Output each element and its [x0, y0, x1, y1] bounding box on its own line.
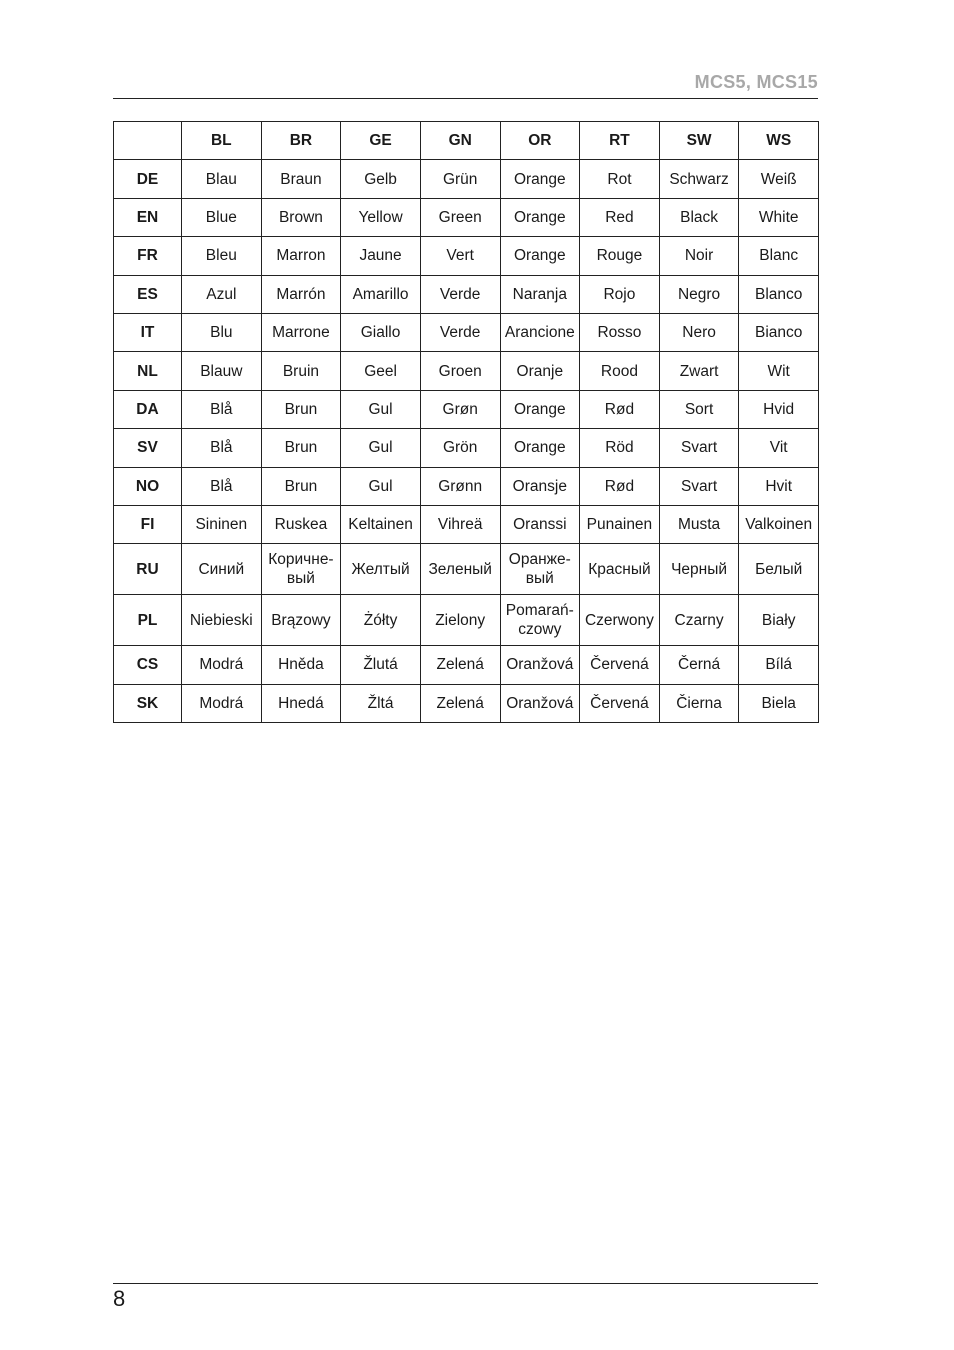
header-row — [114, 122, 819, 160]
column-header: RT — [580, 122, 660, 160]
table-cell: Красный — [580, 544, 660, 595]
table-cell: Oransje — [500, 467, 580, 505]
language-code: SK — [114, 684, 182, 722]
table-cell: Зеленый — [420, 544, 500, 595]
footer-rule — [113, 1283, 818, 1284]
table-cell: Blue — [182, 198, 262, 236]
table-cell: Bílá — [739, 646, 819, 684]
table-cell: Gul — [341, 390, 421, 428]
table-cell: Rouge — [580, 237, 660, 275]
table-cell: Azul — [182, 275, 262, 313]
header-rule — [113, 98, 818, 99]
table-cell: Oranžová — [500, 684, 580, 722]
table-cell: Hněda — [261, 646, 341, 684]
language-code: DA — [114, 390, 182, 428]
table-cell: Pomarań- czowy — [500, 595, 580, 646]
table-cell: Bruin — [261, 352, 341, 390]
language-code: IT — [114, 313, 182, 351]
table-cell: Ruskea — [261, 505, 341, 543]
table-cell: Orange — [500, 429, 580, 467]
column-header: BL — [182, 122, 262, 160]
language-code: EN — [114, 198, 182, 236]
table-cell: Rød — [580, 390, 660, 428]
table-cell: Sininen — [182, 505, 262, 543]
table-cell: Svart — [659, 429, 739, 467]
table-cell: Röd — [580, 429, 660, 467]
table-cell: White — [739, 198, 819, 236]
table-cell: Groen — [420, 352, 500, 390]
column-header: GE — [341, 122, 421, 160]
table-cell: Green — [420, 198, 500, 236]
table-row — [114, 505, 819, 543]
table-row — [114, 595, 819, 646]
table-cell: Naranja — [500, 275, 580, 313]
table-cell: Hvit — [739, 467, 819, 505]
column-header — [114, 122, 182, 160]
table-cell: Giallo — [341, 313, 421, 351]
table-cell: Noir — [659, 237, 739, 275]
table-cell: Weiß — [739, 160, 819, 198]
table-cell: Verde — [420, 275, 500, 313]
table-cell: Orange — [500, 160, 580, 198]
table-cell: Modrá — [182, 684, 262, 722]
table-cell: Geel — [341, 352, 421, 390]
table-cell: Musta — [659, 505, 739, 543]
column-header: BR — [261, 122, 341, 160]
table-row — [114, 275, 819, 313]
column-header: OR — [500, 122, 580, 160]
table-cell: Синий — [182, 544, 262, 595]
column-header: SW — [659, 122, 739, 160]
table-cell: Grønn — [420, 467, 500, 505]
table-cell: Arancione — [500, 313, 580, 351]
table-cell: Grøn — [420, 390, 500, 428]
table-cell: Zelená — [420, 646, 500, 684]
table-body — [114, 160, 819, 723]
table-row — [114, 544, 819, 595]
table-row — [114, 467, 819, 505]
table-cell: Оранже- вый — [500, 544, 580, 595]
language-code: FI — [114, 505, 182, 543]
table-cell: Orange — [500, 390, 580, 428]
table-cell: Белый — [739, 544, 819, 595]
table-cell: Schwarz — [659, 160, 739, 198]
table-cell: Czerwony — [580, 595, 660, 646]
table-cell: Oranžová — [500, 646, 580, 684]
table-row — [114, 684, 819, 722]
language-code: NL — [114, 352, 182, 390]
table-cell: Orange — [500, 237, 580, 275]
table-cell: Marron — [261, 237, 341, 275]
table-cell: Rød — [580, 467, 660, 505]
table-row — [114, 352, 819, 390]
table-cell: Желтый — [341, 544, 421, 595]
table-cell: Brun — [261, 467, 341, 505]
table-cell: Černá — [659, 646, 739, 684]
table-cell: Blu — [182, 313, 262, 351]
table-cell: Hvid — [739, 390, 819, 428]
table-cell: Gelb — [341, 160, 421, 198]
table-cell: Gul — [341, 429, 421, 467]
table-row — [114, 237, 819, 275]
table-cell: Verde — [420, 313, 500, 351]
language-code: FR — [114, 237, 182, 275]
table-cell: Vert — [420, 237, 500, 275]
table-cell: Červená — [580, 684, 660, 722]
table-row — [114, 198, 819, 236]
table-cell: Brun — [261, 429, 341, 467]
table-cell: Blauw — [182, 352, 262, 390]
table-cell: Żółty — [341, 595, 421, 646]
table-cell: Blanco — [739, 275, 819, 313]
table-cell: Čierna — [659, 684, 739, 722]
table-row — [114, 390, 819, 428]
table-cell: Jaune — [341, 237, 421, 275]
table-row — [114, 160, 819, 198]
language-code: ES — [114, 275, 182, 313]
table-row — [114, 313, 819, 351]
table-cell: Hnedá — [261, 684, 341, 722]
table-cell: Zelená — [420, 684, 500, 722]
table-cell: Коричне- вый — [261, 544, 341, 595]
column-header: GN — [420, 122, 500, 160]
table-cell: Blå — [182, 429, 262, 467]
table-cell: Zwart — [659, 352, 739, 390]
table-cell: Niebieski — [182, 595, 262, 646]
table-cell: Rood — [580, 352, 660, 390]
table-cell: Gul — [341, 467, 421, 505]
table-cell: Biela — [739, 684, 819, 722]
header-title: MCS5, MCS15 — [694, 72, 818, 92]
table-cell: Red — [580, 198, 660, 236]
table-cell: Черный — [659, 544, 739, 595]
table-cell: Žlutá — [341, 646, 421, 684]
table-cell: Wit — [739, 352, 819, 390]
table-cell: Brun — [261, 390, 341, 428]
table-cell: Nero — [659, 313, 739, 351]
table-cell: Žltá — [341, 684, 421, 722]
color-translation-table — [113, 121, 819, 723]
table-cell: Brązowy — [261, 595, 341, 646]
table-cell: Punainen — [580, 505, 660, 543]
table-row — [114, 646, 819, 684]
table-cell: Marrón — [261, 275, 341, 313]
table-cell: Svart — [659, 467, 739, 505]
language-code: NO — [114, 467, 182, 505]
table-cell: Červená — [580, 646, 660, 684]
table-cell: Blå — [182, 390, 262, 428]
table-cell: Oranssi — [500, 505, 580, 543]
table-cell: Biały — [739, 595, 819, 646]
language-code: CS — [114, 646, 182, 684]
table-cell: Amarillo — [341, 275, 421, 313]
table-cell: Czarny — [659, 595, 739, 646]
language-code: PL — [114, 595, 182, 646]
table-cell: Sort — [659, 390, 739, 428]
table-cell: Vihreä — [420, 505, 500, 543]
table-cell: Bianco — [739, 313, 819, 351]
table-cell: Grün — [420, 160, 500, 198]
page-number: 8 — [113, 1286, 126, 1311]
table-cell: Negro — [659, 275, 739, 313]
table-row — [114, 429, 819, 467]
table-cell: Marrone — [261, 313, 341, 351]
language-code: SV — [114, 429, 182, 467]
table-cell: Blanc — [739, 237, 819, 275]
table-cell: Rot — [580, 160, 660, 198]
table-cell: Valkoinen — [739, 505, 819, 543]
column-header: WS — [739, 122, 819, 160]
table-cell: Yellow — [341, 198, 421, 236]
table-cell: Braun — [261, 160, 341, 198]
table-cell: Orange — [500, 198, 580, 236]
table-cell: Bleu — [182, 237, 262, 275]
table-cell: Brown — [261, 198, 341, 236]
table-cell: Modrá — [182, 646, 262, 684]
table-cell: Zielony — [420, 595, 500, 646]
table-cell: Vit — [739, 429, 819, 467]
table-cell: Blau — [182, 160, 262, 198]
language-code: DE — [114, 160, 182, 198]
table-cell: Rojo — [580, 275, 660, 313]
table-cell: Keltainen — [341, 505, 421, 543]
table-cell: Rosso — [580, 313, 660, 351]
table-cell: Black — [659, 198, 739, 236]
language-code: RU — [114, 544, 182, 595]
table-cell: Grön — [420, 429, 500, 467]
table-cell: Oranje — [500, 352, 580, 390]
table-header — [114, 122, 819, 160]
table-cell: Blå — [182, 467, 262, 505]
